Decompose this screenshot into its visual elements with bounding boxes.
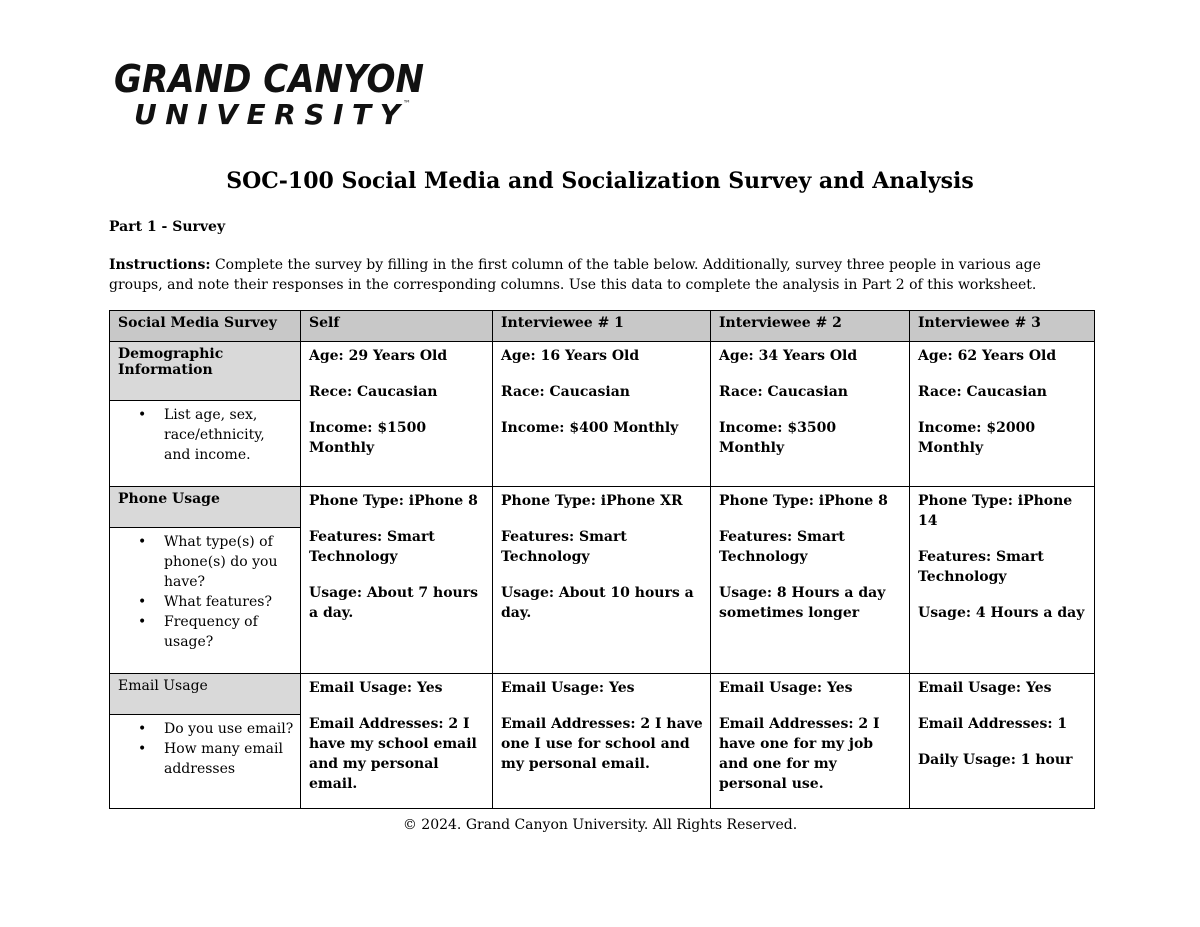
column-header: Self xyxy=(301,311,493,342)
cell-line: Usage: About 7 hours a day. xyxy=(309,585,478,621)
table-cell xyxy=(493,342,711,487)
bullet-item: • List age, sex, race/ethnicity, and income. xyxy=(164,405,294,465)
cell-line: Age: 16 Years Old xyxy=(501,348,640,364)
cell-line: Email Usage: Yes xyxy=(918,680,1052,696)
cell-line: Income: $1500 Monthly xyxy=(309,420,427,456)
table-row xyxy=(110,342,1095,487)
cell-line: Usage: About 10 hours a day. xyxy=(501,585,694,621)
cell-line: Email Addresses: 1 xyxy=(918,716,1068,732)
page-title: SOC-100 Social Media and Socialization Survey and Analysis xyxy=(226,168,974,194)
cell-line: Age: 62 Years Old xyxy=(918,348,1057,364)
table-cell xyxy=(711,487,910,674)
table-cell xyxy=(301,342,493,487)
cell-line: Usage: 4 Hours a day xyxy=(918,605,1085,621)
column-header: Interviewee # 3 xyxy=(910,311,1095,342)
cell-line: Race: Caucasian xyxy=(719,384,848,400)
bullet-item: • What features? xyxy=(164,592,294,612)
table-cell xyxy=(493,487,711,674)
cell-line: Usage: 8 Hours a day sometimes longer xyxy=(719,585,886,621)
table-cell xyxy=(301,487,493,674)
instructions xyxy=(109,255,1094,295)
cell-line: Email Addresses: 2 I have my school email and my personal email. xyxy=(309,716,477,792)
table-cell xyxy=(301,674,493,809)
logo-line1: GRAND CANYON xyxy=(114,58,424,101)
column-header: Interviewee # 2 xyxy=(711,311,910,342)
table-row xyxy=(110,487,1095,674)
row-header-demographic xyxy=(110,342,301,487)
cell-line: Phone Type: iPhone 8 xyxy=(309,493,478,509)
row-header-email xyxy=(110,674,301,809)
row-label: Phone Usage xyxy=(110,487,300,528)
cell-line: Email Usage: Yes xyxy=(501,680,635,696)
cell-line: Phone Type: iPhone XR xyxy=(501,493,683,509)
instructions-label: Instructions: xyxy=(109,257,211,273)
part-heading: Part 1 - Survey xyxy=(109,219,226,235)
bullet-item: • How many email addresses xyxy=(164,739,294,779)
table-cell xyxy=(910,487,1095,674)
row-bullets xyxy=(110,401,300,469)
bullet-item: • Frequency of usage? xyxy=(164,612,294,652)
university-logo xyxy=(110,58,440,130)
table-cell xyxy=(711,342,910,487)
logo-trademark: ™ xyxy=(403,99,411,108)
cell-line: Rece: Caucasian xyxy=(309,384,438,400)
column-header: Social Media Survey xyxy=(110,311,301,342)
logo-line2: UNIVERSITY xyxy=(134,98,400,130)
cell-line: Race: Caucasian xyxy=(918,384,1047,400)
row-label: Demographic Information xyxy=(110,342,300,401)
cell-line: Phone Type: iPhone 8 xyxy=(719,493,888,509)
bullet-item: • What type(s) of phone(s) do you have? xyxy=(164,532,294,592)
table-cell xyxy=(910,674,1095,809)
bullet-item: • Do you use email? xyxy=(164,719,294,739)
cell-line: Daily Usage: 1 hour xyxy=(918,752,1073,768)
cell-line: Phone Type: iPhone 14 xyxy=(918,493,1073,529)
instructions-text: Complete the survey by filling in the first column of the table below. Additionally, survey three people in various age groups, and note their responses in the corresponding columns. Use this data to complete the analysis in Part 2 of this worksheet. xyxy=(109,257,1041,293)
cell-line: Features: Smart Technology xyxy=(309,529,435,565)
table-header-row xyxy=(110,311,1095,342)
cell-line: Age: 29 Years Old xyxy=(309,348,448,364)
survey-table xyxy=(109,310,1095,809)
table-row xyxy=(110,674,1095,809)
cell-line: Email Usage: Yes xyxy=(719,680,853,696)
copyright-footer: © 2024. Grand Canyon University. All Rights Reserved. xyxy=(402,817,798,833)
cell-line: Email Addresses: 2 I have one for my job and one for my personal use. xyxy=(719,716,880,792)
cell-line: Email Addresses: 2 I have one I use for school and my personal email. xyxy=(501,716,703,772)
cell-line: Age: 34 Years Old xyxy=(719,348,858,364)
row-label: Email Usage xyxy=(110,674,300,715)
cell-line: Features: Smart Technology xyxy=(918,549,1044,585)
table-cell xyxy=(910,342,1095,487)
cell-line: Income: $2000 Monthly xyxy=(918,420,1036,456)
cell-line: Features: Smart Technology xyxy=(719,529,845,565)
cell-line: Features: Smart Technology xyxy=(501,529,627,565)
cell-line: Race: Caucasian xyxy=(501,384,630,400)
cell-line: Income: $3500 Monthly xyxy=(719,420,837,456)
row-bullets xyxy=(110,528,300,656)
column-header: Interviewee # 1 xyxy=(493,311,711,342)
table-cell xyxy=(493,674,711,809)
cell-line: Income: $400 Monthly xyxy=(501,420,679,436)
table-cell xyxy=(711,674,910,809)
row-bullets xyxy=(110,715,300,783)
cell-line: Email Usage: Yes xyxy=(309,680,443,696)
row-header-phone xyxy=(110,487,301,674)
